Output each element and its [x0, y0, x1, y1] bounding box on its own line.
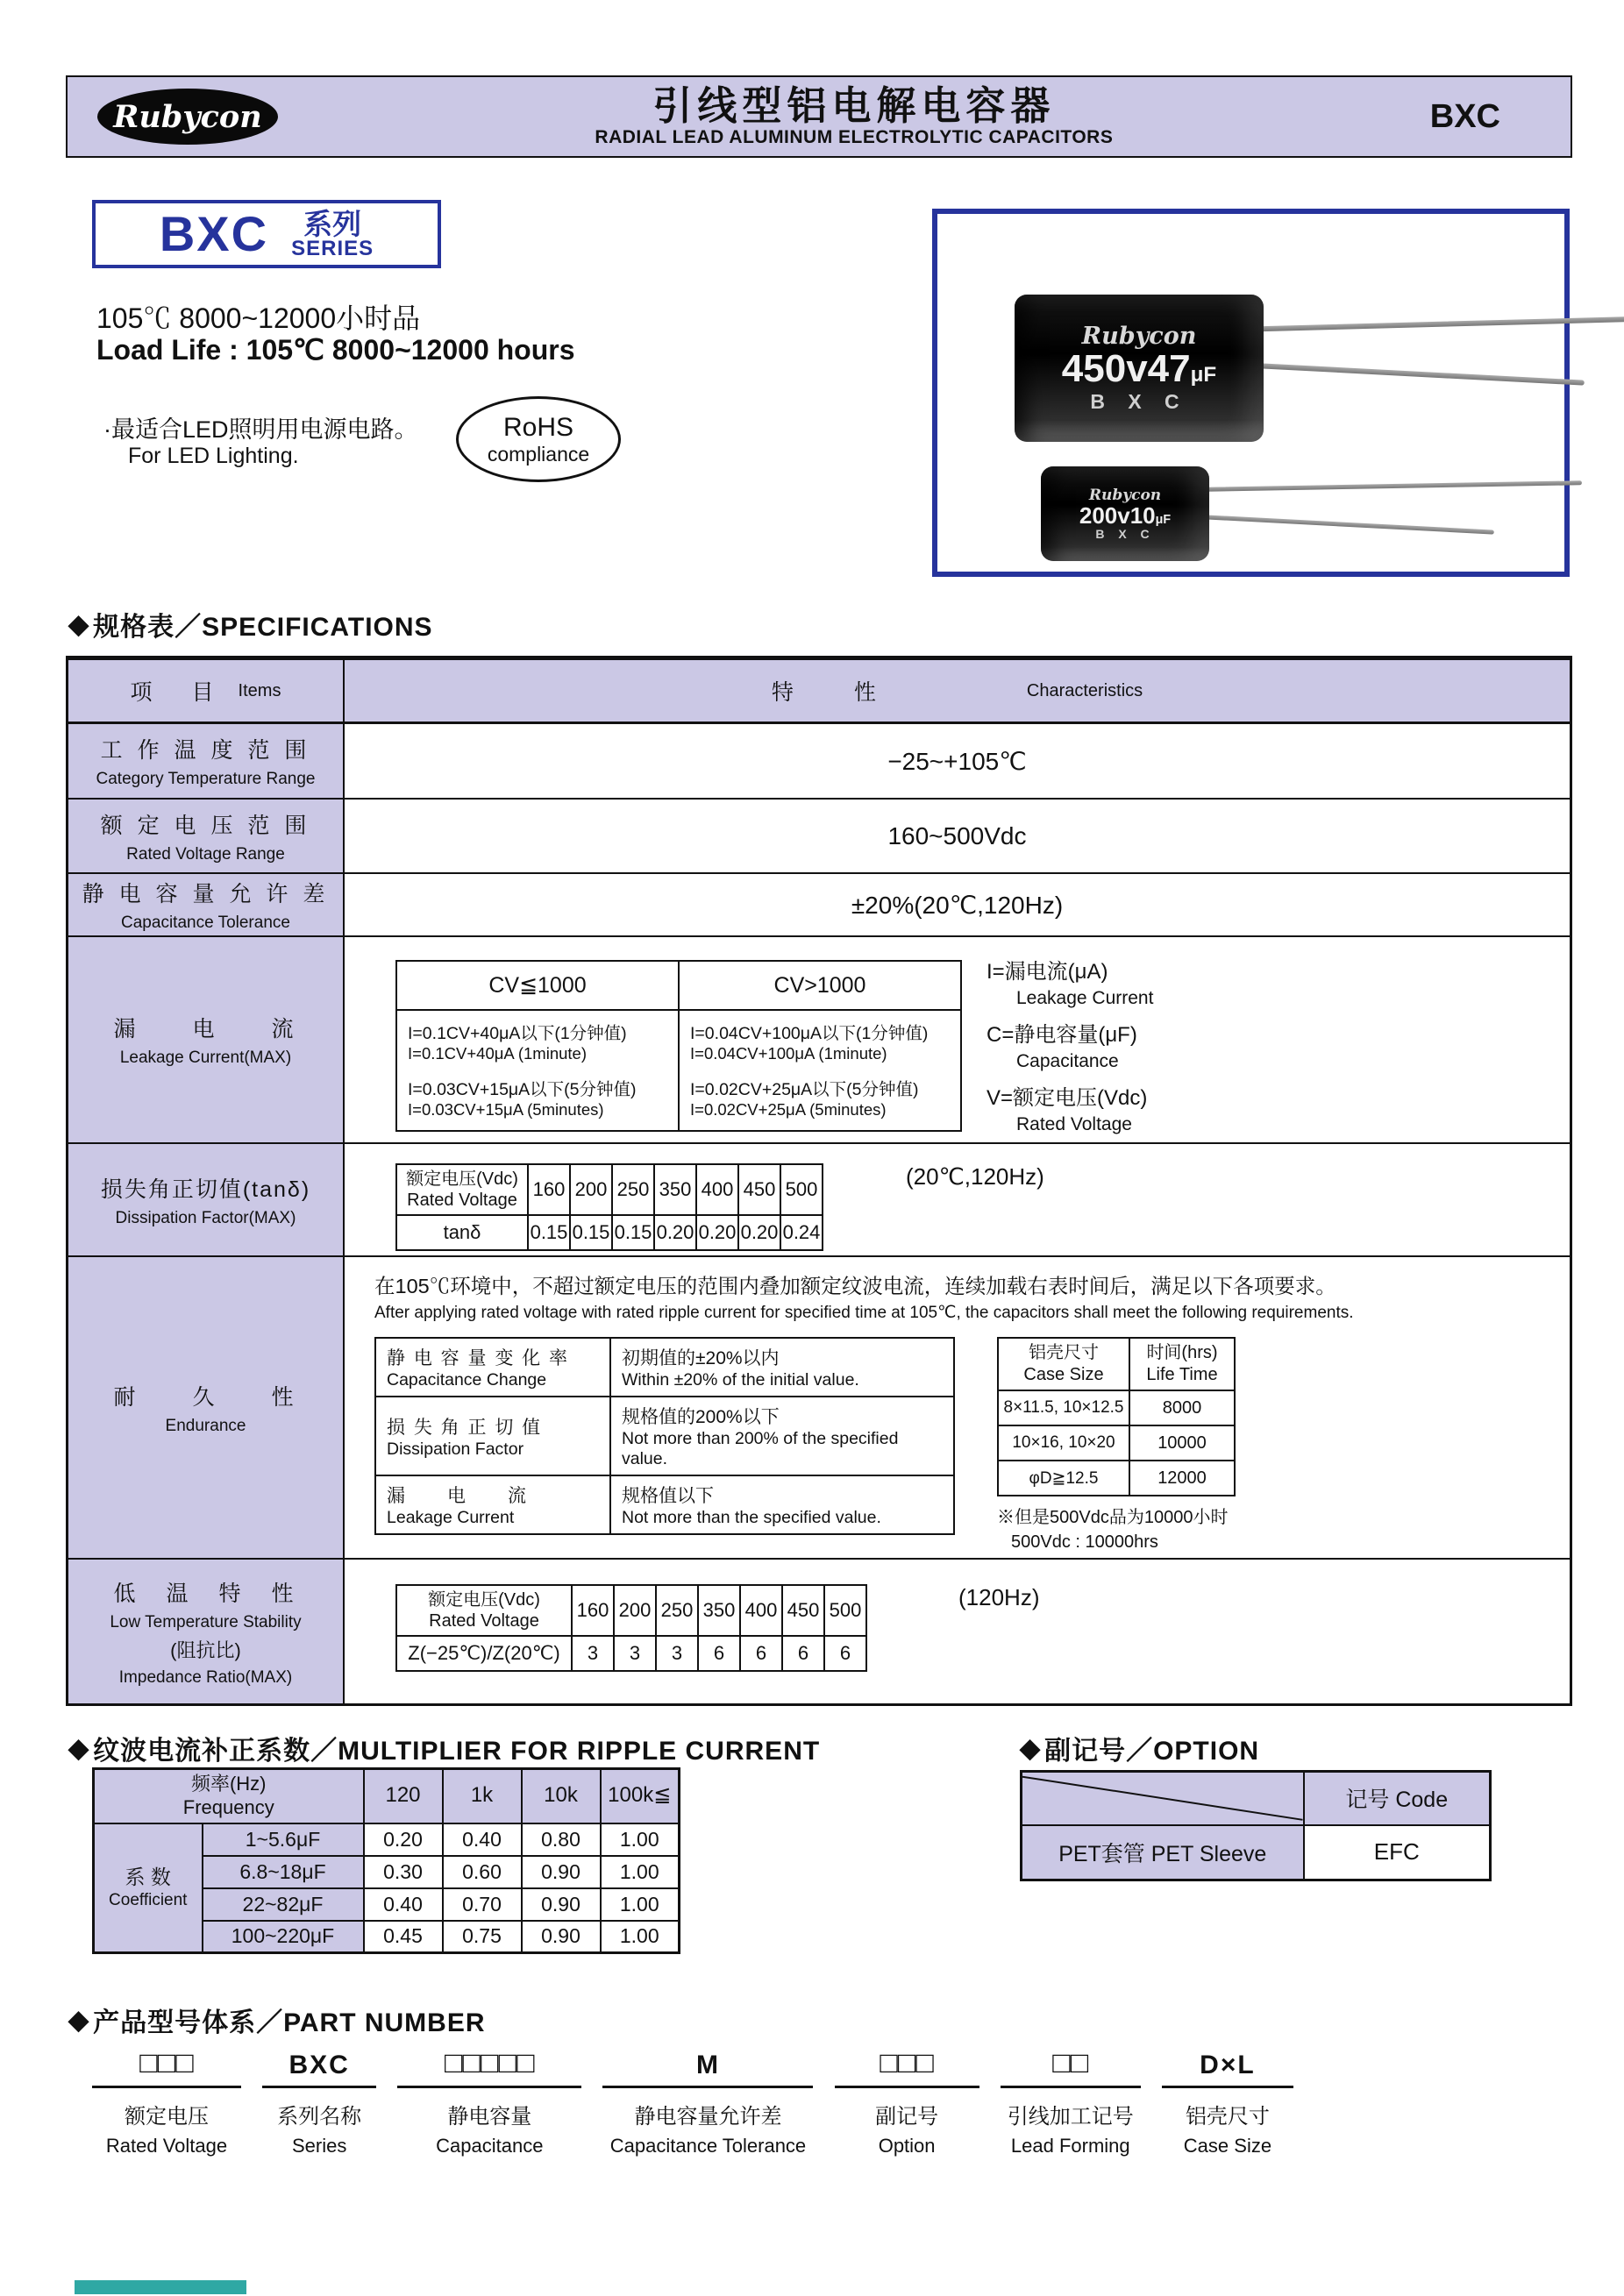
impedance-value: 3 [656, 1636, 698, 1671]
endurance-label-en: Endurance [165, 1416, 246, 1435]
multiplier-value: 0.45 [364, 1921, 443, 1953]
criteria-en: Capacitance Change [387, 1370, 547, 1390]
part-group-series [262, 2045, 376, 2157]
spec-row-endurance [68, 1255, 1570, 1558]
criteria-spec-cn: 规格值以下 [622, 1486, 714, 1506]
characteristics-label-cn: 特 性 [771, 680, 895, 705]
rated-voltage-en: Rated Voltage [407, 1191, 517, 1210]
diamond-icon: ◆ [1020, 1733, 1042, 1763]
voltage-tick: 250 [656, 1585, 698, 1636]
part-label-en: Capacitance [436, 2135, 544, 2157]
voltage-tick: 350 [698, 1585, 740, 1636]
product-photo [932, 209, 1570, 577]
series-code: BXC [1429, 97, 1500, 135]
diagonal-line [1022, 1773, 1303, 1824]
multiplier-value: 0.40 [364, 1888, 443, 1921]
option-row [1022, 1825, 1491, 1880]
capacitance-range: 100~220μF [203, 1921, 364, 1953]
voltage-tick: 350 [654, 1164, 696, 1215]
endurance-content [345, 1257, 1570, 1558]
life-case-size: 10×16, 10×20 [998, 1425, 1129, 1461]
part-symbol: M [695, 2051, 720, 2079]
part-group-tolerance [602, 2045, 813, 2157]
rated-voltage-cn: 额定电压(Vdc) [428, 1590, 540, 1610]
criteria-row [375, 1338, 954, 1397]
multiplier-value: 0.60 [443, 1856, 522, 1888]
capacitor-lead [1205, 480, 1582, 492]
logo-text: Rubycon [113, 98, 262, 135]
dissipation-label-en: Dissipation Factor(MAX) [115, 1208, 296, 1227]
multiplier-value: 1.00 [601, 1888, 680, 1921]
frequency-cn: 频率(Hz) [190, 1773, 267, 1795]
legend-main: I=漏电流(μA) [987, 960, 1108, 984]
tand-value: 0.24 [780, 1215, 823, 1250]
endurance-item [68, 1257, 345, 1558]
formula-line: I=0.04CV+100μA以下(1分钟值) [690, 1024, 929, 1043]
leakage-col1-formulas [396, 1010, 679, 1131]
criteria-row [375, 1475, 954, 1534]
formula-line: I=0.04CV+100μA (1minute) [690, 1044, 887, 1063]
rubycon-logo [97, 89, 278, 145]
leakage-formula-table [395, 960, 962, 1132]
series-suffix-en: SERIES [291, 236, 374, 260]
part-label-cn: 静电容量 [447, 2105, 532, 2129]
load-life-cn: 105℃ 8000~12000小时品 [96, 302, 421, 334]
part-label-en: Series [291, 2135, 347, 2157]
voltage-label-cn: 额 定 电 压 范 围 [100, 813, 311, 838]
capacitor-rating [1079, 504, 1171, 527]
footer-accent-bar [75, 2280, 246, 2294]
lowtemp-item [68, 1560, 345, 1703]
legend-main: V=额定电压(Vdc) [987, 1085, 1148, 1110]
page-title-en: RADIAL LEAD ALUMINUM ELECTROLYTIC CAPACITORS [595, 126, 1114, 147]
capacitor-series: B X C [1090, 390, 1188, 413]
ripple-title-text: 纹波电流补正系数／MULTIPLIER FOR RIPPLE CURRENT [93, 1737, 821, 1766]
part-label-cn: 铝壳尺寸 [1185, 2105, 1270, 2129]
header-bar [66, 75, 1572, 158]
temperature-value: −25~+105℃ [345, 724, 1570, 798]
part-label-cn: 静电容量允许差 [634, 2105, 782, 2129]
tand-value: 0.20 [696, 1215, 738, 1250]
part-group-rated-voltage [92, 2045, 241, 2157]
leakage-wrap [345, 937, 1570, 1149]
voltage-tick: 250 [612, 1164, 654, 1215]
criteria-label [375, 1397, 610, 1475]
part-label-cn: 系列名称 [277, 2105, 362, 2129]
criteria-cn: 漏 电 流 [387, 1486, 528, 1506]
specifications-table [66, 656, 1572, 1706]
capacitor-lead [1205, 515, 1494, 534]
impedance-value: 3 [572, 1636, 614, 1671]
spec-row-lowtemp [68, 1558, 1570, 1703]
part-label-en: Lead Forming [1010, 2135, 1130, 2157]
criteria-en: Leakage Current [387, 1508, 515, 1527]
impedance-value: 6 [824, 1636, 866, 1671]
voltage-tick: 160 [572, 1585, 614, 1636]
capacitor-rating [1061, 347, 1217, 390]
voltage-tick: 400 [740, 1585, 782, 1636]
lowtemp-label-en: Low Temperature Stability [110, 1612, 302, 1631]
capacitor-capacitance: 47 [1147, 347, 1191, 390]
dissipation-condition: (20℃,120Hz) [906, 1163, 1044, 1190]
criteria-spec-en: Within ±20% of the initial value. [622, 1370, 859, 1390]
part-symbol: □□□ [139, 2046, 194, 2079]
frequency-tick: 10k [522, 1769, 601, 1823]
feature-en: For LED Lighting. [128, 444, 299, 468]
voltage-label-en: Rated Voltage Range [126, 844, 285, 864]
frequency-tick: 120 [364, 1769, 443, 1823]
feature-cn: ·最适合LED照明用电源电路。 [103, 416, 418, 443]
lowtemp-condition: (120Hz) [958, 1584, 1040, 1610]
legend-item [987, 1086, 1153, 1135]
ripple-row [94, 1823, 680, 1856]
part-number-section-title [68, 2001, 486, 2039]
frequency-tick: 100k≦ [601, 1769, 680, 1823]
multiplier-value: 0.75 [443, 1921, 522, 1953]
formula-line: I=0.02CV+25μA (5minutes) [690, 1100, 887, 1119]
criteria-spec [610, 1338, 954, 1397]
tand-label: tanδ [396, 1215, 528, 1250]
lowtemp-label-cn2: (阻抗比) [170, 1638, 241, 1661]
impedance-value: 3 [614, 1636, 656, 1671]
items-label-en: Items [238, 680, 281, 700]
criteria-label [375, 1338, 610, 1397]
part-symbol: BXC [288, 2051, 350, 2079]
formula-line: I=0.03CV+15μA以下(5分钟值) [408, 1080, 637, 1099]
capacitor-lead [1260, 363, 1585, 385]
criteria-spec [610, 1397, 954, 1475]
part-group-lead-forming [1001, 2045, 1141, 2157]
voltage-tick: 200 [614, 1585, 656, 1636]
capacitor-unit: μF [1155, 513, 1172, 527]
multiplier-value: 0.90 [522, 1856, 601, 1888]
endurance-note [997, 1505, 1236, 1554]
capacitor-unit: μF [1190, 363, 1217, 387]
legend-sub: Rated Voltage [1016, 1113, 1132, 1134]
voltage-tick: 200 [570, 1164, 612, 1215]
temperature-item [68, 724, 345, 798]
life-case-size: φD≧12.5 [998, 1461, 1129, 1496]
criteria-spec-en: Not more than 200% of the specified value. [622, 1429, 899, 1468]
life-time-en: Life Time [1146, 1365, 1218, 1384]
frequency-tick: 1k [443, 1769, 522, 1823]
endurance-life-table [997, 1337, 1236, 1496]
part-symbol: D×L [1200, 2051, 1256, 2079]
dissipation-label-cn: 损失角正切值(tanδ) [100, 1176, 311, 1202]
endurance-note-cn: ※但是500Vdc品为10000小时 [997, 1508, 1229, 1527]
endurance-wrap [345, 1257, 1570, 1554]
leakage-col1-header: CV≦1000 [396, 961, 679, 1010]
rohs-compliance-text: compliance [487, 443, 590, 466]
case-size-en: Case Size [1023, 1365, 1104, 1384]
spec-header-items [68, 660, 345, 721]
tolerance-label-cn: 静 电 容 量 允 许 差 [82, 882, 330, 906]
rohs-text: RoHS [502, 412, 574, 442]
spec-row-leakage [68, 935, 1570, 1142]
criteria-spec-cn: 规格值的200%以下 [622, 1407, 780, 1427]
lowtemp-hdr [396, 1585, 572, 1636]
voltage-tick: 500 [780, 1164, 823, 1215]
voltage-tick: 400 [696, 1164, 738, 1215]
impedance-value: 6 [782, 1636, 824, 1671]
legend-main: C=静电容量(μF) [987, 1022, 1137, 1047]
capacitance-range: 6.8~18μF [203, 1856, 364, 1888]
life-case-size: 8×11.5, 10×12.5 [998, 1390, 1129, 1425]
endurance-tables [374, 1337, 1552, 1554]
multiplier-value: 1.00 [601, 1921, 680, 1953]
dissipation-item [68, 1144, 345, 1255]
life-hours: 10000 [1129, 1425, 1235, 1461]
criteria-cn: 损 失 角 正 切 值 [387, 1417, 543, 1438]
part-label-cn: 额定电压 [125, 2105, 209, 2129]
spec-row-tolerance [68, 872, 1570, 935]
capacitor-capacitance: 10 [1129, 502, 1156, 529]
capacitor-voltage: 200v [1079, 502, 1130, 529]
life-row [998, 1461, 1235, 1496]
leakage-legend [987, 960, 1153, 1149]
lowtemp-table [395, 1584, 867, 1672]
voltage-tick: 500 [824, 1585, 866, 1636]
criteria-row [375, 1397, 954, 1475]
impedance-value: 6 [698, 1636, 740, 1671]
criteria-cn: 静 电 容 量 变 化 率 [387, 1348, 570, 1368]
ripple-multiplier-table [92, 1767, 680, 1954]
multiplier-value: 0.40 [443, 1823, 522, 1856]
leakage-label-cn: 漏 电 流 [113, 1017, 298, 1041]
part-symbol: □□□ [880, 2046, 934, 2079]
coefficient-cn: 系 数 [125, 1866, 171, 1888]
tand-value: 0.15 [570, 1215, 612, 1250]
part-label-en: Capacitance Tolerance [609, 2135, 807, 2157]
tand-value: 0.15 [612, 1215, 654, 1250]
multiplier-value: 0.90 [522, 1888, 601, 1921]
multiplier-value: 0.80 [522, 1823, 601, 1856]
leakage-col2-header: CV>1000 [679, 961, 961, 1010]
impedance-value: 6 [740, 1636, 782, 1671]
life-row [998, 1425, 1235, 1461]
part-rule [262, 2086, 376, 2088]
lowtemp-label-cn: 低 温 特 性 [113, 1581, 298, 1606]
part-rule [1162, 2086, 1293, 2088]
capacitor-large [1015, 295, 1264, 442]
specifications-title-text: 规格表／SPECIFICATIONS [93, 613, 433, 642]
header-titles [278, 85, 1430, 147]
life-table-block [955, 1337, 1236, 1554]
formula-line: I=0.1CV+40μA以下(1分钟值) [408, 1024, 627, 1043]
legend-item [987, 1023, 1153, 1072]
tand-value: 0.15 [528, 1215, 570, 1250]
capacitor-voltage: 450v [1061, 347, 1148, 390]
series-suffix [291, 207, 374, 260]
legend-sub: Leakage Current [1016, 987, 1154, 1008]
frequency-en: Frequency [182, 1795, 274, 1818]
spec-header-characteristics [345, 660, 1570, 721]
lowtemp-label-en2: Impedance Ratio(MAX) [118, 1667, 293, 1687]
leakage-content [345, 937, 1570, 1142]
part-group-option [835, 2045, 979, 2157]
multiplier-value: 0.90 [522, 1921, 601, 1953]
capacitance-range: 22~82μF [203, 1888, 364, 1921]
spec-row-voltage [68, 798, 1570, 872]
case-size-cn: 铝壳尺寸 [1029, 1343, 1099, 1362]
tolerance-label-en: Capacitance Tolerance [121, 913, 290, 932]
pet-sleeve-code: EFC [1304, 1825, 1491, 1880]
characteristics-label-en: Characteristics [1026, 680, 1143, 700]
items-label-cn: 项 目 [130, 680, 223, 705]
capacitor-series: B X C [1095, 527, 1155, 541]
capacitor-brand: Rubycon [1088, 487, 1162, 504]
legend-sub: Capacitance [1016, 1050, 1119, 1071]
spec-header-row [68, 660, 1570, 721]
spec-row-dissipation [68, 1142, 1570, 1255]
voltage-tick: 160 [528, 1164, 570, 1215]
part-symbol: □□ [1052, 2046, 1089, 2079]
tolerance-value: ±20%(20℃,120Hz) [345, 874, 1570, 935]
series-name: BXC [159, 206, 269, 261]
tand-value: 0.20 [654, 1215, 696, 1250]
criteria-label [375, 1475, 610, 1534]
endurance-note-en: 500Vdc : 10000hrs [1011, 1532, 1158, 1552]
impedance-ratio-label: Z(−25℃)/Z(20℃) [396, 1636, 572, 1671]
case-size-header [998, 1338, 1129, 1390]
leakage-item [68, 937, 345, 1142]
legend-item [987, 960, 1153, 1009]
part-group-case-size [1162, 2045, 1293, 2157]
life-row [998, 1390, 1235, 1425]
part-label-en: Rated Voltage [105, 2135, 228, 2157]
diamond-icon: ◆ [68, 609, 90, 639]
part-rule [397, 2086, 581, 2088]
ripple-section-title [68, 1729, 820, 1767]
formula-line: I=0.02CV+25μA以下(5分钟值) [690, 1080, 919, 1099]
dissipation-hdr [396, 1164, 528, 1215]
option-title-text: 副记号／OPTION [1044, 1737, 1260, 1766]
endurance-intro-cn: 在105℃环境中，不超过额定电压的范围内叠加额定纹波电流，连续加载右表时间后，满足以下各项要求。 [374, 1275, 1336, 1297]
dissipation-table [395, 1163, 823, 1251]
criteria-spec-en: Not more than the specified value. [622, 1508, 881, 1527]
temperature-label-cn: 工 作 温 度 范 围 [100, 738, 311, 763]
part-label-en: Option [878, 2135, 936, 2157]
capacitance-range: 1~5.6μF [203, 1823, 364, 1856]
option-section-title [1020, 1729, 1259, 1767]
option-diagonal-cell [1022, 1772, 1304, 1825]
formula-line: I=0.03CV+15μA (5minutes) [408, 1100, 604, 1119]
leakage-col2-formulas [679, 1010, 961, 1131]
option-table [1020, 1770, 1492, 1881]
endurance-criteria-table [374, 1337, 955, 1535]
part-rule [1001, 2086, 1141, 2088]
criteria-spec-cn: 初期值的±20%以内 [622, 1348, 780, 1368]
load-life-en: Load Life : 105℃ 8000~12000 hours [96, 334, 575, 366]
voltage-tick: 450 [738, 1164, 780, 1215]
rohs-badge [456, 396, 621, 482]
page-title-cn: 引线型铝电解电容器 [652, 83, 1056, 129]
capacitor-small [1041, 466, 1209, 561]
part-number-title-text: 产品型号体系／PART NUMBER [93, 2008, 486, 2037]
lowtemp-content [345, 1560, 1570, 1703]
voltage-tick: 450 [782, 1585, 824, 1636]
part-symbol: □□□□□ [444, 2046, 535, 2079]
endurance-label-cn: 耐 久 性 [113, 1384, 298, 1410]
part-group-capacitance [397, 2045, 581, 2157]
leakage-label-en: Leakage Current(MAX) [119, 1048, 292, 1067]
part-label-en: Case Size [1183, 2135, 1272, 2157]
capacitor-lead [1260, 316, 1624, 331]
multiplier-value: 0.20 [364, 1823, 443, 1856]
frequency-header [94, 1769, 364, 1823]
life-hours: 12000 [1129, 1461, 1235, 1496]
endurance-intro-en: After applying rated voltage with rated ripple current for specified time at 105℃, the capacitors shall meet the following requirements. [374, 1304, 1354, 1322]
multiplier-value: 0.30 [364, 1856, 443, 1888]
rated-voltage-cn: 额定电压(Vdc) [406, 1169, 518, 1189]
series-suffix-cn: 系列 [303, 207, 362, 240]
diamond-icon: ◆ [68, 2005, 90, 2035]
part-rule [835, 2086, 979, 2088]
criteria-spec [610, 1475, 954, 1534]
coefficient-en: Coefficient [109, 1890, 188, 1909]
capacitor-brand: Rubycon [1081, 323, 1197, 350]
temperature-label-en: Category Temperature Range [96, 770, 316, 788]
part-rule [92, 2086, 241, 2088]
life-hours: 8000 [1129, 1390, 1235, 1425]
part-label-cn: 引线加工记号 [1007, 2105, 1134, 2129]
specifications-section-title [68, 605, 433, 643]
part-rule [602, 2086, 813, 2088]
pet-sleeve-label: PET套管 PET Sleeve [1022, 1825, 1304, 1880]
series-box [92, 200, 441, 268]
multiplier-value: 0.70 [443, 1888, 522, 1921]
tand-value: 0.20 [738, 1215, 780, 1250]
voltage-value: 160~500Vdc [345, 800, 1570, 872]
code-header: 记号 Code [1304, 1772, 1491, 1825]
dissipation-content [345, 1144, 1570, 1255]
life-time-cn: 时间(hrs) [1146, 1343, 1218, 1362]
life-time-header [1129, 1338, 1235, 1390]
voltage-item [68, 800, 345, 872]
rated-voltage-en: Rated Voltage [429, 1611, 539, 1631]
formula-line: I=0.1CV+40μA (1minute) [408, 1044, 587, 1063]
coefficient-header [94, 1823, 203, 1953]
multiplier-value: 1.00 [601, 1823, 680, 1856]
tolerance-item [68, 874, 345, 935]
part-number-diagram [92, 2045, 1293, 2157]
spec-row-temperature [68, 721, 1570, 798]
diamond-icon: ◆ [68, 1733, 90, 1763]
part-label-cn: 副记号 [875, 2105, 939, 2129]
multiplier-value: 1.00 [601, 1856, 680, 1888]
criteria-en: Dissipation Factor [387, 1439, 524, 1459]
